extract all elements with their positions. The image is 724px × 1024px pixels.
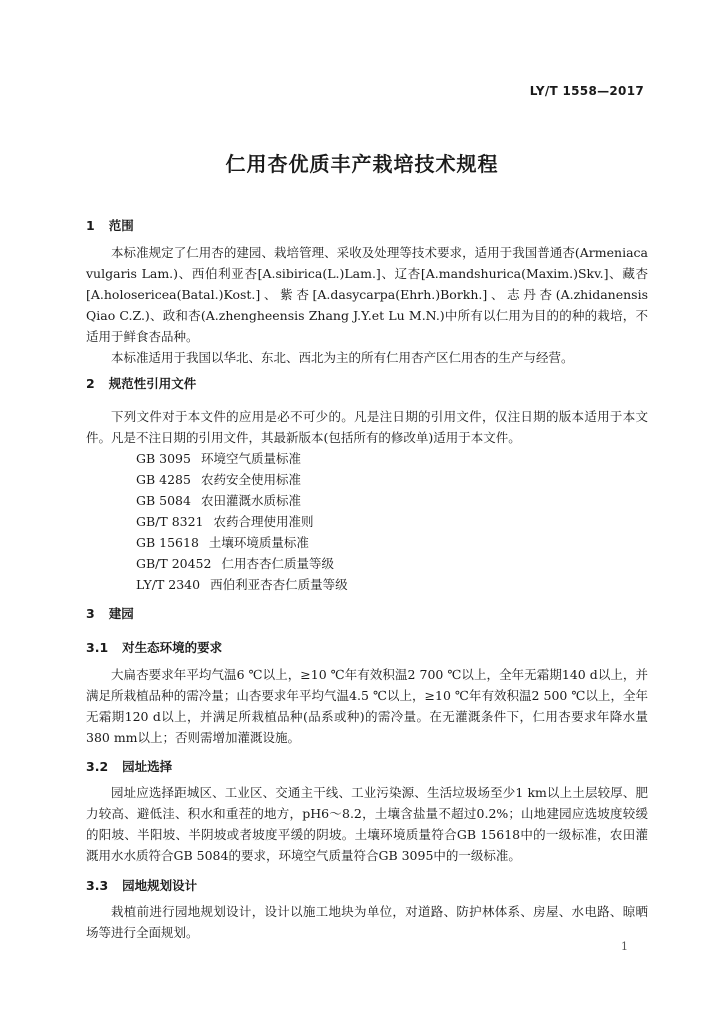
section-number: 1 [86, 218, 95, 233]
scope-paragraph: 本标准适用于我国以华北、东北、西北为主的所有仁用杏产区仁用杏的生产与经营。 [111, 350, 574, 365]
section-heading-orchard-establishment [86, 604, 134, 622]
subsection-title: 园址选择 [122, 759, 173, 774]
subsection-heading-orchard-planning [86, 876, 197, 894]
reference-title: 仁用杏杏仁质量等级 [221, 556, 334, 571]
section-title: 范围 [108, 218, 134, 233]
reference-item [86, 532, 648, 553]
reference-code: GB 4285 [136, 472, 191, 487]
reference-item [86, 448, 648, 469]
paragraph: 园址应选择距城区、工业区、交通主干线、工业污染源、生活垃圾场至少1 km以上土层较厚、肥力较高、避低洼、积水和重茬的地方，pH6～8.2，土壤含盐量不超过0.2%；山地建园应选坡度较缓的阳坡、半阳坡、半阴坡或者坡度平缓的阴坡。土壤环境质量符合GB 15618中的一级标准，农田灌溉用水水质符合GB 5084的要求，环境空气质量符合GB 3095中的一级标准。 [86, 785, 648, 863]
reference-title: 农药合理使用准则 [213, 514, 314, 529]
standard-code: LY/T 1558—2017 [529, 84, 644, 98]
paragraph: 大扁杏要求年平均气温6 ℃以上，≥10 ℃年有效积温2 700 ℃以上，全年无霜期140 d以上，并满足所栽植品种的需冷量；山杏要求年平均气温4.5 ℃以上，≥10 ℃年有效积温2 500 ℃以上，全年无霜期120 d以上，并满足所栽植品种(品系或种)的需冷量。在无灌溉条件下，仁用杏要求年降水量380 mm以上；否则需增加灌溉设施。 [86, 667, 648, 745]
scope-paragraphs [86, 242, 648, 368]
reference-code: GB/T 20452 [136, 556, 212, 571]
page-number: 1 [621, 940, 628, 953]
paragraph: 栽植前进行园地规划设计，设计以施工地块为单位，对道路、防护林体系、房屋、水电路、晾晒场等进行全面规划。 [86, 904, 648, 940]
scope-paragraph: 本标准规定了仁用杏的建园、栽培管理、采收及处理等技术要求，适用于我国普通杏(Armeniaca vulgaris Lam.)、西伯利亚杏[A.sibirica(L.)Lam.]、辽杏[A.mandshurica(Maxim.)Skv.]、藏杏[A.holosericea(Batal.)Kost.]、紫杏[A.dasycarpa(Ehrh.)Borkh.]、志丹杏(A.zhidanensis Qiao C.Z.)、政和杏(A.zhengheensis Zhang J.Y.et Lu M.N.)中所有以仁用为目的的种的栽培，不适用于鲜食杏品种。 [86, 245, 648, 344]
normative-references [86, 406, 648, 595]
section-heading-scope [86, 216, 134, 234]
subsection-number: 3.2 [86, 759, 109, 774]
references-intro: 下列文件对于本文件的应用是必不可少的。凡是注日期的引用文件，仅注日期的版本适用于本文件。凡是不注日期的引用文件，其最新版本(包括所有的修改单)适用于本文件。 [86, 409, 648, 445]
reference-title: 西伯利亚杏杏仁质量等级 [210, 577, 348, 592]
section-title: 建园 [108, 606, 134, 621]
reference-code: LY/T 2340 [136, 577, 201, 592]
site-selection-text [86, 782, 648, 866]
subsection-title: 对生态环境的要求 [122, 640, 223, 655]
orchard-planning-text [86, 901, 648, 943]
reference-code: GB 5084 [136, 493, 191, 508]
reference-title: 土壤环境质量标准 [208, 535, 309, 550]
reference-item [86, 511, 648, 532]
subsection-number: 3.1 [86, 640, 109, 655]
reference-code: GB 3095 [136, 451, 191, 466]
section-title: 规范性引用文件 [108, 376, 197, 391]
reference-code: GB 15618 [136, 535, 199, 550]
reference-item [86, 490, 648, 511]
reference-item [86, 469, 648, 490]
section-number: 2 [86, 376, 95, 391]
reference-title: 农药安全使用标准 [200, 472, 301, 487]
section-heading-normative-references [86, 374, 196, 392]
reference-code: GB/T 8321 [136, 514, 204, 529]
subsection-title: 园地规划设计 [122, 878, 198, 893]
subsection-number: 3.3 [86, 878, 109, 893]
reference-title: 环境空气质量标准 [200, 451, 301, 466]
reference-item [86, 574, 648, 595]
reference-title: 农田灌溉水质标准 [200, 493, 301, 508]
subsection-heading-site-selection [86, 757, 172, 775]
subsection-heading-ecological-requirements [86, 638, 222, 656]
section-number: 3 [86, 606, 95, 621]
ecological-requirements-text [86, 664, 648, 748]
reference-item [86, 553, 648, 574]
document-title: 仁用杏优质丰产栽培技术规程 [225, 152, 499, 176]
